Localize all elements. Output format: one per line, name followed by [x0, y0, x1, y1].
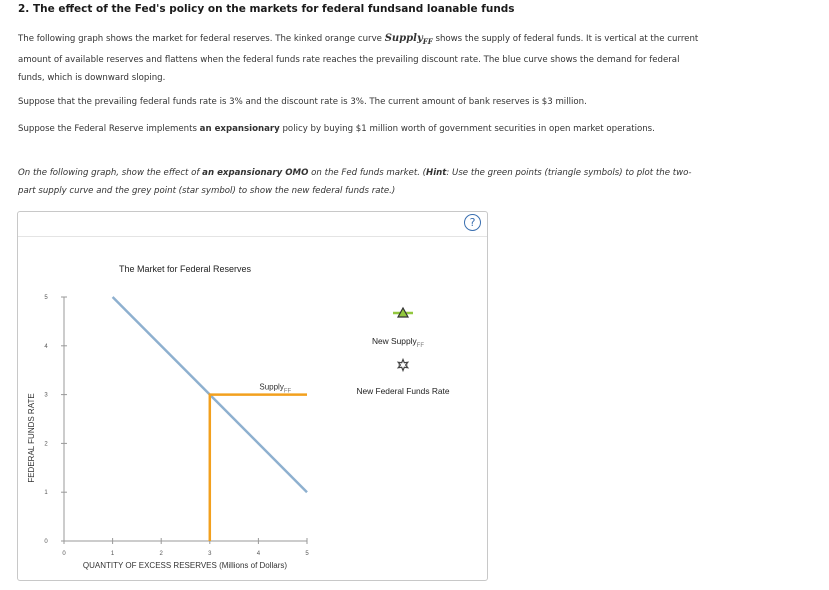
instruction-text-a: On the following graph, show the effect of: [18, 168, 203, 178]
x-tick-label: 2: [159, 551, 163, 557]
hint-label: Hint: [426, 168, 447, 178]
x-tick-label: 3: [208, 551, 212, 557]
legend-new-supply-sub: FF: [416, 343, 425, 349]
legend-new-supply-label: [372, 336, 424, 349]
x-tick-label: 4: [256, 551, 261, 557]
intro-text-b: shows the supply of federal funds. It is vertical at the current amount of available reserves and flattens when the federal funds rate reaches the prevailing discount rate. The blue curve shows the demand for federal funds, which is downward sloping.: [18, 34, 699, 83]
chart-axes: [44, 295, 309, 557]
supply-curve: [210, 395, 307, 541]
instruction-text-bold: an expansionary OMO: [202, 168, 309, 178]
policy-text-b: policy by buying $1 million worth of government securities in open market operations.: [279, 124, 655, 134]
legend-new-rate-label: New Federal Funds Rate: [356, 386, 450, 396]
x-tick-label: 0: [62, 551, 66, 557]
policy-text-bold: an expansionary: [199, 124, 280, 134]
chart-title: The Market for Federal Reserves: [118, 264, 252, 274]
scenario-paragraph: Suppose that the prevailing federal funds rate is 3% and the discount rate is 3%. The current amount of bank reserves is $3 million.: [18, 97, 587, 107]
x-tick-label: 5: [305, 551, 309, 557]
supply-symbol-name: Supply: [384, 33, 423, 44]
instruction-text-b: on the Fed funds market. (: [308, 168, 427, 178]
legend-new-supply[interactable]: [372, 308, 424, 349]
intro-text-a: The following graph shows the market for federal reserves. The kinked orange curve: [18, 34, 385, 44]
supply-curve-label: [259, 383, 291, 395]
y-tick-label: 5: [44, 295, 48, 301]
y-tick-label: 3: [44, 392, 48, 399]
question-title: 2. The effect of the Fed's policy on the markets for federal fundsand loanable funds: [18, 3, 515, 15]
x-axis-label: QUANTITY OF EXCESS RESERVES (Millions of Dollars): [82, 561, 288, 570]
y-tick-label: 1: [44, 490, 48, 497]
y-tick-label: 4: [44, 343, 48, 350]
y-axis-label: FEDERAL FUNDS RATE: [27, 393, 36, 483]
policy-text-a: Suppose the Federal Reserve implements: [18, 124, 200, 134]
y-tick-label: 2: [44, 441, 48, 448]
chart-series: [113, 297, 307, 541]
help-icon[interactable]: ?: [464, 214, 481, 231]
supply-curve-label-name: Supply: [259, 382, 284, 392]
legend-new-rate[interactable]: [356, 360, 449, 397]
legend-new-supply-name: New Supply: [371, 336, 417, 346]
y-tick-label: 0: [44, 539, 48, 545]
instruction-text-c: : Use the green points (triangle symbols) to plot the two-part supply curve and the grey point (star symbol) to show the new federal funds rate.): [18, 168, 692, 196]
star-icon[interactable]: [398, 360, 408, 371]
supply-curve-label-sub: FF: [283, 388, 292, 395]
x-tick-label: 1: [110, 551, 115, 557]
supply-symbol-sub: FF: [422, 37, 433, 46]
